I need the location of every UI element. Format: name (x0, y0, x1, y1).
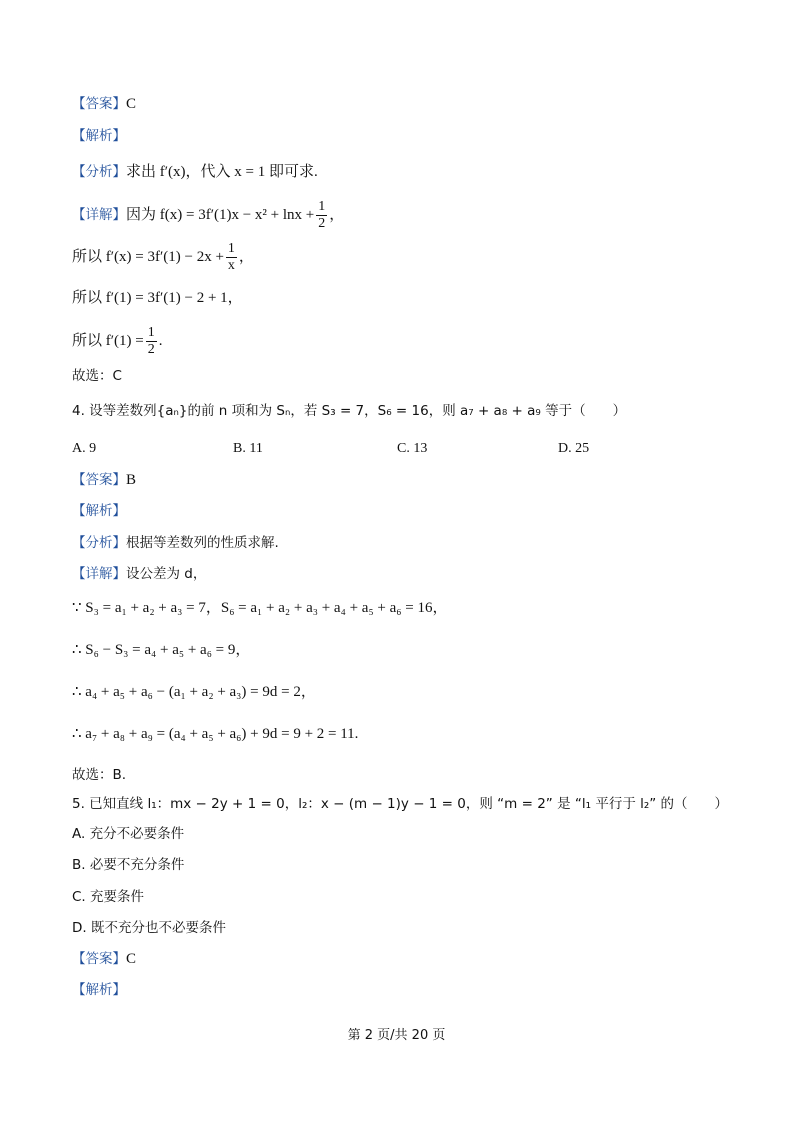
step1-post: ， (329, 207, 345, 223)
xiangjie-tag: 【详解】 (72, 207, 126, 223)
q3-step4 (72, 322, 162, 360)
q5-stem (72, 794, 728, 815)
fraction-denominator: 2 (318, 216, 326, 232)
solution-line: ∴ a₇ + a₈ + a₉ = (a₄ + a₅ + a₆) + 9d = 9 + 2 = 11. (72, 726, 359, 742)
q4-line2 (72, 640, 250, 661)
choose-text: 故选：C (72, 368, 122, 384)
q3-answer-line (72, 94, 136, 115)
question-stem: 5. 已知直线 l₁：mx − 2y + 1 = 0，l₂：x − (m − 1)y − 1 = 0，则 “m = 2” 是 “l₁ 平行于 l₂” 的（ ） (72, 796, 729, 812)
q4-stem (72, 401, 626, 422)
q4-analysis-heading (72, 501, 126, 522)
fenxi-text: 求出 f′(x)，代入 x = 1 即可求. (126, 164, 318, 180)
solution-line: ∴ S₆ − S₃ = a₄ + a₅ + a₆ = 9， (72, 642, 251, 658)
answer-value: B (126, 472, 137, 488)
answer-value: C (126, 96, 137, 112)
step4-pre: 所以 f′(1) = (72, 333, 144, 349)
q3-analysis-heading (72, 126, 126, 147)
q5-answer-line (72, 949, 136, 970)
q3-step3 (72, 288, 243, 309)
page-footer: 第 2 页/共 20 页 (347, 1028, 446, 1043)
q5-option-d[interactable]: D. 既不充分也不必要条件 (72, 920, 226, 936)
fraction-numerator: 1 (227, 241, 235, 257)
fraction (226, 241, 237, 274)
fenxi-tag: 【分析】 (72, 164, 126, 180)
q4-line1 (72, 598, 447, 619)
q3-choose (72, 366, 122, 387)
solution-line: ∵ S₃ = a₁ + a₂ + a₃ = 7，S₆ = a₁ + a₂ + a₃ + a₄ + a₅ + a₆ = 16， (72, 600, 448, 616)
q4-line3 (72, 682, 316, 703)
analysis-tag: 【解析】 (72, 128, 126, 144)
q5-option-b[interactable]: B. 必要不充分条件 (72, 857, 185, 873)
q5-option-c[interactable]: C. 充要条件 (72, 889, 145, 905)
q4-line4 (72, 724, 358, 745)
q4-answer-line (72, 470, 136, 491)
question-stem: 4. 设等差数列{aₙ}的前 n 项和为 Sₙ，若 S₃ = 7，S₆ = 16，则 a₇ + a₈ + a₉ 等于（ ） (72, 403, 627, 419)
fraction (316, 199, 327, 232)
answer-tag: 【答案】 (72, 472, 126, 488)
answer-value: C (126, 951, 137, 967)
xiangjie-text: 设公差为 d， (126, 566, 207, 582)
answer-tag: 【答案】 (72, 96, 126, 112)
fraction-denominator: 2 (147, 342, 155, 358)
q4-xiangjie-line (72, 564, 206, 585)
q5-analysis-heading (72, 980, 126, 1001)
step4-post: . (158, 333, 163, 349)
q3-fenxi-line (72, 162, 318, 183)
step2-pre: 所以 f′(x) = 3f′(1) − 2x + (72, 249, 224, 265)
fraction (146, 325, 157, 358)
q4-option-a[interactable]: A. 9 (72, 441, 97, 456)
q4-fenxi-line (72, 533, 279, 554)
step3: 所以 f′(1) = 3f′(1) − 2 + 1， (72, 290, 243, 306)
fraction-numerator: 1 (318, 199, 326, 215)
q3-step1 (72, 196, 344, 234)
xiangjie-tag: 【详解】 (72, 566, 126, 582)
step1-pre: 因为 f(x) = 3f′(1)x − x² + lnx + (126, 207, 315, 223)
analysis-tag: 【解析】 (72, 982, 126, 998)
fraction-numerator: 1 (147, 325, 155, 341)
fenxi-text: 根据等差数列的性质求解. (126, 535, 279, 551)
choose-text: 故选：B. (72, 767, 127, 783)
q5-option-a[interactable]: A. 充分不必要条件 (72, 826, 185, 842)
fraction-denominator: x (227, 258, 235, 274)
q3-step2 (72, 238, 254, 276)
q4-choose (72, 765, 126, 786)
solution-line: ∴ a₄ + a₅ + a₆ − (a₁ + a₂ + a₃) = 9d = 2， (72, 684, 316, 700)
step2-post: ， (238, 249, 254, 265)
q4-option-b[interactable]: B. 11 (233, 441, 263, 456)
q4-option-d[interactable]: D. 25 (558, 441, 590, 456)
analysis-tag: 【解析】 (72, 503, 126, 519)
q4-option-c[interactable]: C. 13 (397, 441, 428, 456)
fenxi-tag: 【分析】 (72, 535, 126, 551)
answer-tag: 【答案】 (72, 951, 126, 967)
